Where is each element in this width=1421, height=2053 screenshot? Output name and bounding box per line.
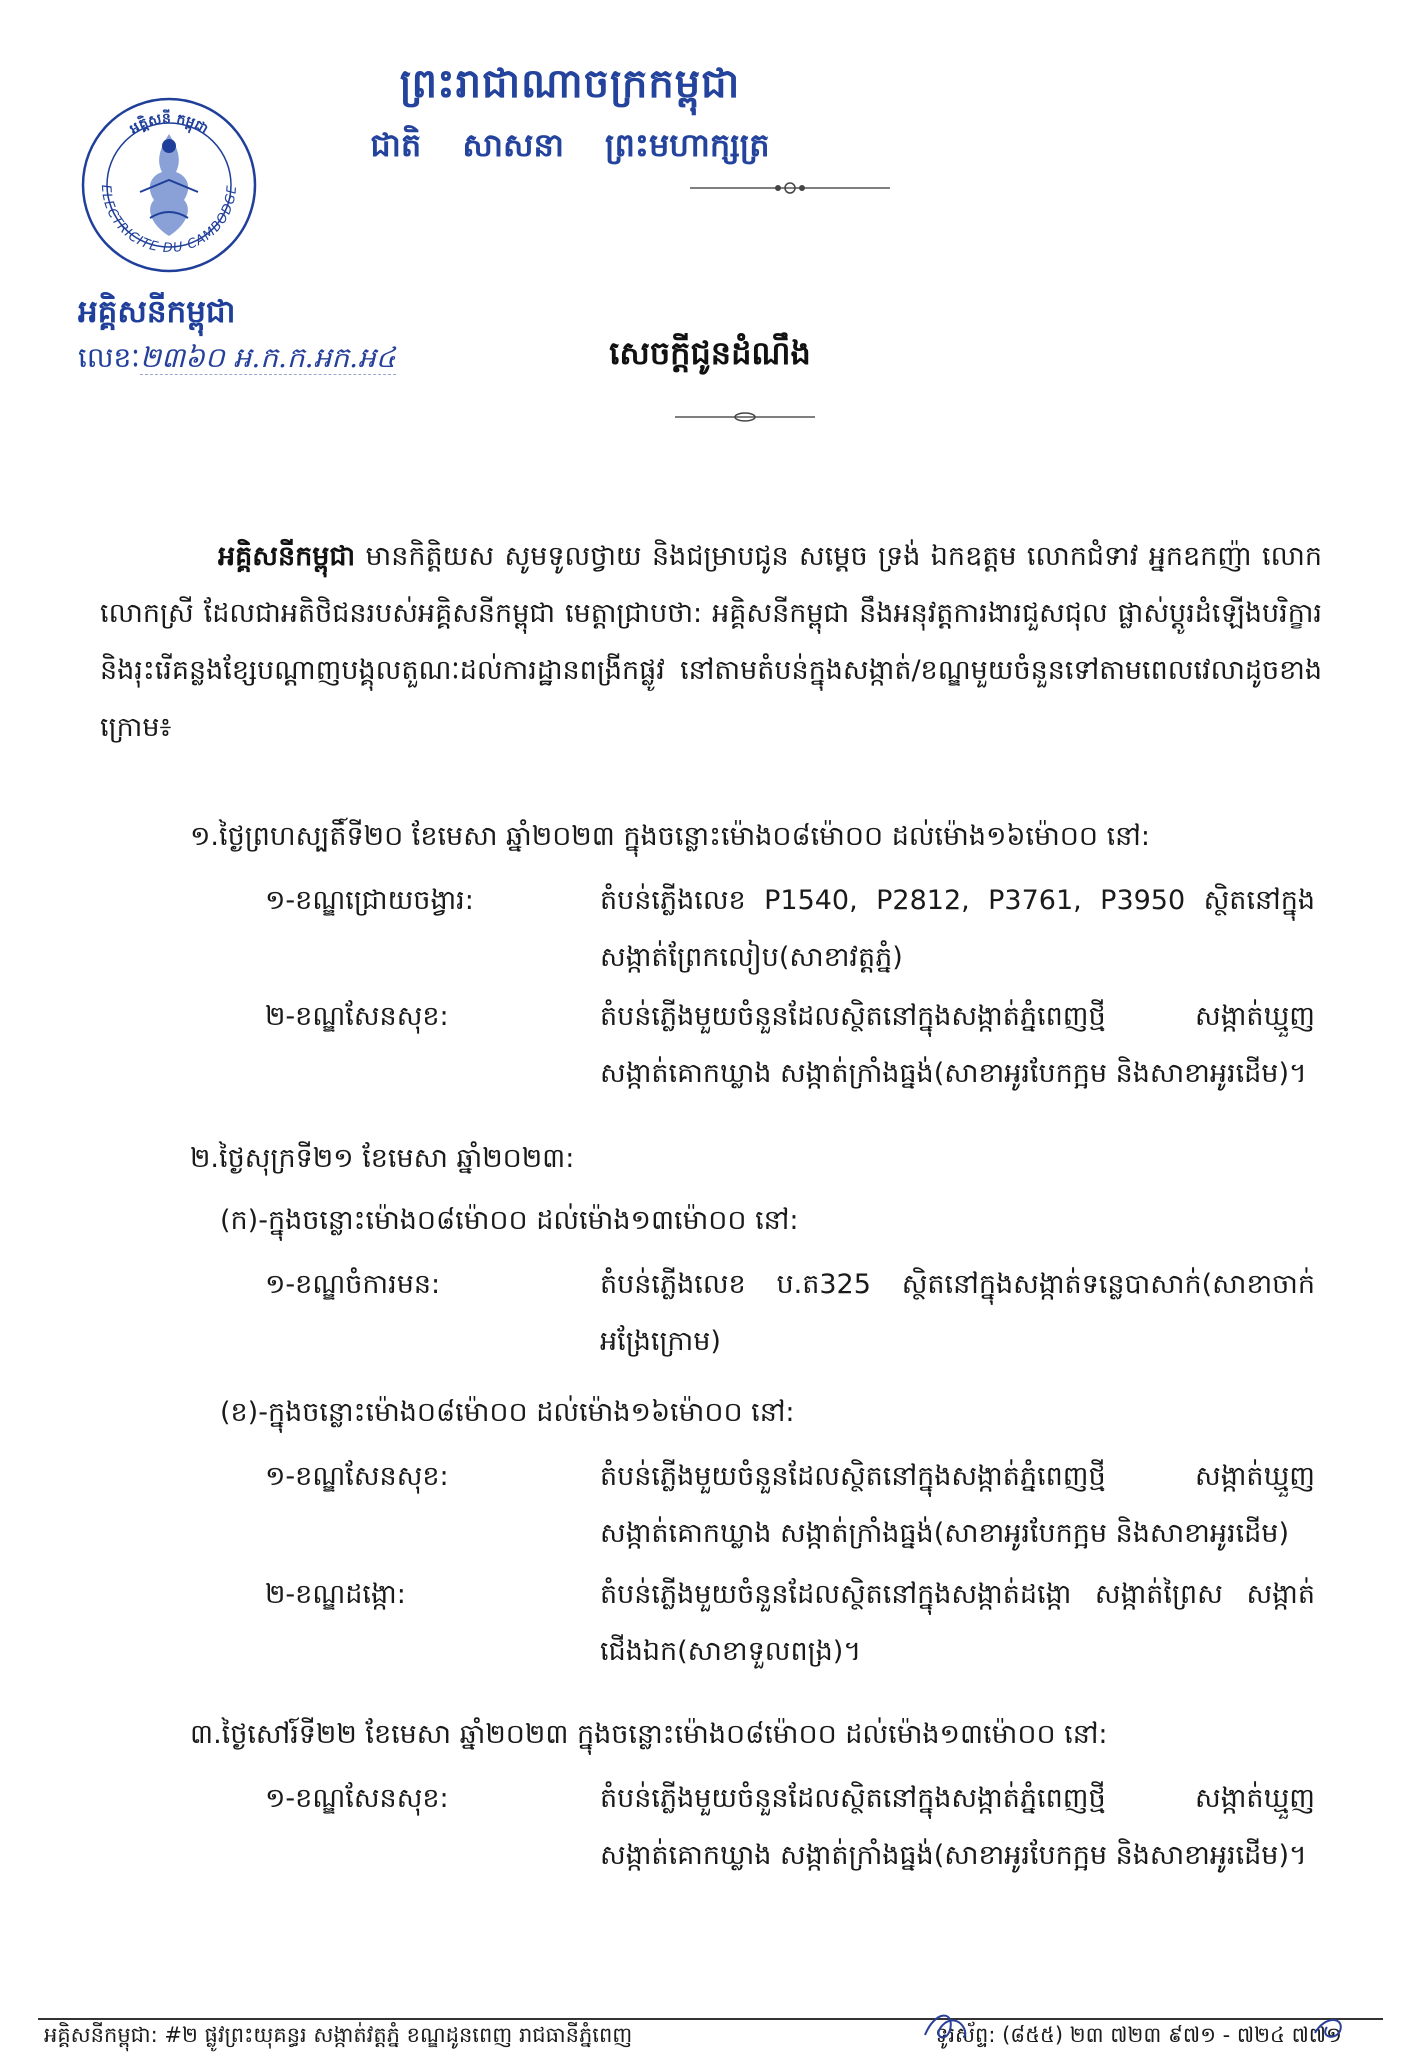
- item2-k-heading: (ក)-ក្នុងចន្លោះម៉ោង០៨ម៉ោ០០ ដល់ម៉ោង១៣ម៉ោ០០ នៅ:: [220, 1205, 799, 1236]
- handwritten-signature-mark: [915, 2005, 1355, 2045]
- document-title: សេចក្តីជូនដំណឹង: [609, 334, 811, 372]
- item2-kh-b-label: ២-ខណ្ឌដង្កោ:: [265, 1579, 406, 1610]
- intro-text: មានកិត្តិយស សូមទូលថ្វាយ និងជម្រាបជូន សម្តេច ទ្រង់ ឯកឧត្តម លោកជំទាវ អ្នកឧកញ៉ា លោក លោកស្រី ដែលជាអតិថិជនរបស់អគ្គិសនីកម្ពុជា មេត្តាជ្រាបថា: អគ្គិសនីកម្ពុជា នឹងអនុវត្តការងារជួសជុល ផ្លាស់ប្តូរដំឡើងបរិក្ខារ និងរុះរើគន្លងខ្សែបណ្តាញបង្គុលតួណៈដល់ការដ្ឋានពង្រីកផ្លូវ នៅតាមតំបន់ក្នុងសង្កាត់/ខណ្ឌមួយចំនួនទៅតាមពេលវេលាដូចខាងក្រោម៖: [100, 541, 1322, 743]
- item1-b-label: ២-ខណ្ឌសែនសុខ:: [265, 1001, 449, 1032]
- kingdom-motto-line1: ព្រះរាជាណាចក្រកម្ពុជា: [399, 61, 741, 107]
- item3-a-detail: តំបន់ភ្លើងមួយចំនួនដែលស្ថិតនៅក្នុងសង្កាត់ភ្នំពេញថ្មី សង្កាត់ឃ្មួញ សង្កាត់គោកឃ្លាង សង្កាត់ក្រាំងធ្នង់(សាខាអូរបែកក្អម និងសាខាអូរដើម)។: [600, 1783, 1315, 1871]
- item2-heading: ២.ថ្ងៃសុក្រទី២១ ខែមេសា ឆ្នាំ២០២៣:: [190, 1143, 575, 1174]
- kingdom-motto-line2: ជាតិ សាសនា ព្រះមហាក្សត្រ: [370, 126, 770, 164]
- reference-label: លេខៈ: [78, 341, 140, 374]
- item2-kh-a-detail: តំបន់ភ្លើងមួយចំនួនដែលស្ថិតនៅក្នុងសង្កាត់ភ្នំពេញថ្មី សង្កាត់ឃ្មួញ សង្កាត់គោកឃ្លាង សង្កាត់ក្រាំងធ្នង់(សាខាអូរបែកក្អម និងសាខាអូរដើម): [600, 1461, 1315, 1549]
- item2-k-a-label: ១-ខណ្ឌចំការមន:: [265, 1269, 441, 1300]
- item3-a-label: ១-ខណ្ឌសែនសុខ:: [265, 1783, 449, 1814]
- item2-kh-heading: (ខ)-ក្នុងចន្លោះម៉ោង០៨ម៉ោ០០ ដល់ម៉ោង១៦ម៉ោ០០ នៅ:: [220, 1397, 795, 1428]
- intro-org-name: អគ្គិសនីកម្ពុជា: [218, 541, 356, 572]
- footer-address: អគ្គិសនីកម្ពុជា: #២ ផ្លូវព្រះយុគន្ធរ សង្កាត់វត្តភ្នំ ខណ្ឌដូនពេញ រាជធានីភ្នំពេញ: [44, 2023, 633, 2047]
- header-ornament: [690, 180, 890, 196]
- item1-a-label: ១-ខណ្ឌជ្រោយចង្វារ:: [265, 885, 474, 916]
- title-ornament: [675, 410, 815, 424]
- intro-paragraph: [100, 528, 1322, 756]
- reference-number-line: [78, 340, 396, 381]
- svg-text:អគ្គិសនី កម្ពុជា: អគ្គិសនី កម្ពុជា: [126, 110, 211, 138]
- organization-name: អគ្គិសនីកម្ពុជា: [78, 294, 236, 330]
- item2-k-a-detail: តំបន់ភ្លើងលេខ ប.ត325 ស្ថិតនៅក្នុងសង្កាត់ទន្លេបាសាក់(សាខាចាក់អង្រែក្រោម): [600, 1269, 1315, 1357]
- reference-number: ២៣៦០ អ.ក.ក.អក.អ៤: [139, 341, 396, 374]
- item3-heading: ៣.ថ្ងៃសៅរ៍ទី២២ ខែមេសា ឆ្នាំ២០២៣ ក្នុងចន្លោះម៉ោង០៨ម៉ោ០០ ដល់ម៉ោង១៣ម៉ោ០០ នៅ:: [190, 1719, 1108, 1750]
- item2-kh-a-label: ១-ខណ្ឌសែនសុខ:: [265, 1461, 449, 1492]
- edc-seal-logo: [80, 96, 258, 274]
- item1-a-detail: តំបន់ភ្លើងលេខ P1540, P2812, P3761, P3950 ស្ថិតនៅក្នុងសង្កាត់ព្រែកលៀប(សាខាវត្តភ្នំ): [600, 885, 1315, 973]
- item2-kh-b-detail: តំបន់ភ្លើងមួយចំនួនដែលស្ថិតនៅក្នុងសង្កាត់ដង្កោ សង្កាត់ព្រៃស សង្កាត់ជើងឯក(សាខាទួលពង្រ)។: [600, 1579, 1315, 1667]
- svg-text:ELECTRICITE DU CAMBODGE: ELECTRICITE DU CAMBODGE: [97, 184, 241, 257]
- item1-b-detail: តំបន់ភ្លើងមួយចំនួនដែលស្ថិតនៅក្នុងសង្កាត់ភ្នំពេញថ្មី សង្កាត់ឃ្មួញ សង្កាត់គោកឃ្លាង សង្កាត់ក្រាំងធ្នង់(សាខាអូរបែកក្អម និងសាខាអូរដើម)។: [600, 1001, 1315, 1089]
- item1-heading: ១.ថ្ងៃព្រហស្បតិ៍ទី២០ ខែមេសា ឆ្នាំ២០២៣ ក្នុងចន្លោះម៉ោង០៨ម៉ោ០០ ដល់ម៉ោង១៦ម៉ោ០០ នៅ:: [190, 821, 1150, 852]
- footer-phone: ទូរស័ព្ទ: (៨៥៥) ២៣ ៧២៣ ៩៧១ - ៧២៤ ៧៧១: [935, 2023, 1342, 2047]
